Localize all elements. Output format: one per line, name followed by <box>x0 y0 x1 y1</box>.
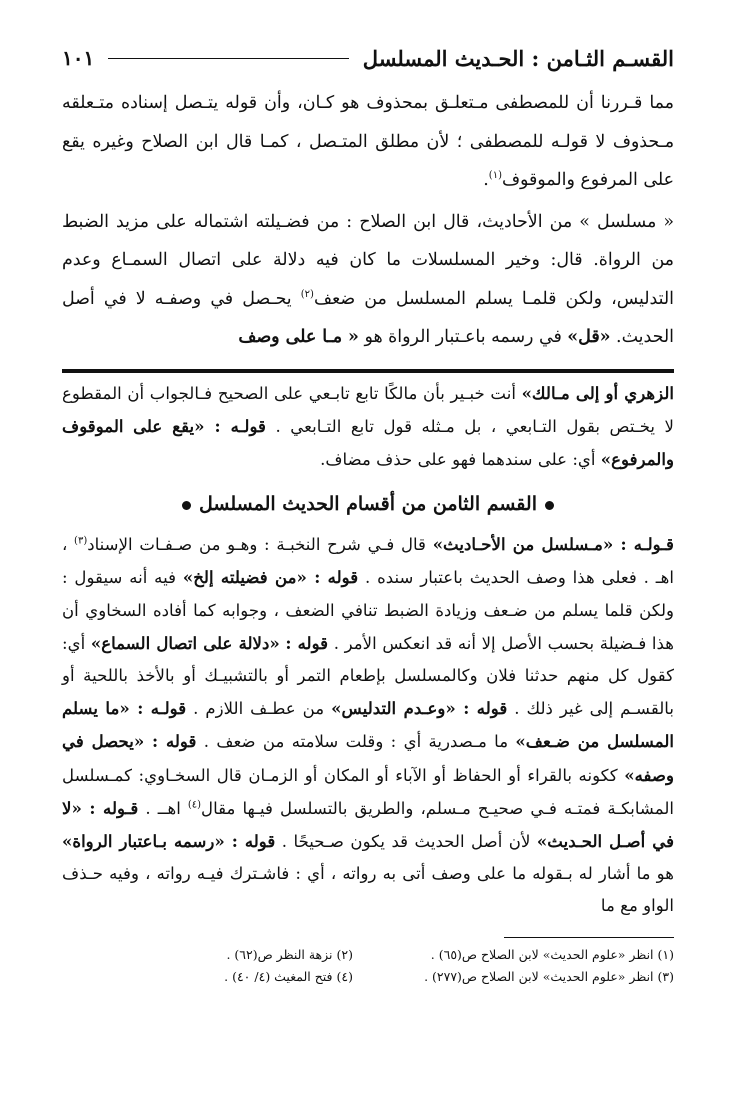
footnote-1: (١) انظر «علوم الحديث» لابن الصلاح ص(٦٥) . <box>430 946 674 962</box>
commentary-quote: قوله : «رسمه بـاعتبار الرواة» <box>62 830 276 851</box>
commentary-quote: «دلالة على اتصال السماع» <box>90 632 280 653</box>
commentary-text: ما مـصدرية أي : وقلت <box>345 732 516 752</box>
main-line: مما قـررنا أن للمصطفى مـتعلـق بمحذوف هو كـان، وأن قوله يتـصل إسناده <box>120 93 674 113</box>
commentary-text: كما أفاده السخاوي أن هذا فـضيلة بحسب الأصل إلا أنه قد انعكس الأمر . <box>62 600 674 653</box>
main-paragraph-1 <box>62 84 674 200</box>
commentary-quote: قـوله : «لا في أصـل الحـديث» <box>62 797 674 851</box>
main-line: الصلاح وغيره يقع على المرفوع والموقوف <box>62 131 674 190</box>
commentary-quote: قوله : «وعـدم التدليس» <box>331 698 508 719</box>
main-line: في رسمه باعـتبار الرواة هو <box>358 327 568 347</box>
commentary-text: من عطـف اللازم . <box>186 699 325 719</box>
book-page <box>62 38 674 1058</box>
running-head-title: القسـم الثـامن : الحـديث المسلسل <box>362 45 674 71</box>
main-line: السمـاع وعدم التدليس، ولكن قلمـا يسلم المسلسل من ضعف <box>62 250 674 309</box>
section-heading <box>62 484 674 524</box>
main-line: مزيد الضبط من الرواة. قال: وخير المسلسلات ما كان فيه دلالة على اتصال <box>62 211 674 270</box>
section-title: القسم الثامن من أقسام الحديث المسلسل <box>199 493 537 516</box>
commentary-text: فيه <box>154 568 183 588</box>
commentary-text: أي: كقول كل منهم حدثنا فلان وكالمسلسل بإطعام التمر <box>62 633 674 685</box>
main-line: متـعلقه مـحذوف لا قولـه للمصطفى ؛ لأن مطلق المتـصل ، كمـا قال ابن <box>62 93 675 152</box>
commentary-quote: قولـه : «ما يسلم المسلسل من ضـعف» <box>62 698 674 752</box>
commentary-text: لأن أصل <box>471 831 537 851</box>
footnote-marker: (٤) <box>187 799 202 811</box>
commentary-quote: الزهري أو إلى مـالك» <box>521 382 674 403</box>
footnotes <box>62 944 674 988</box>
main-keyword: « مـا على وصف <box>238 327 359 347</box>
main-line: وصفـه لا في أصل الحديث. <box>62 288 674 347</box>
commentary-quote: قوله : «من فضيلته إلخ» <box>182 567 359 588</box>
main-paragraph-2 <box>62 203 674 357</box>
commentary-quote: قوله : <box>285 632 329 653</box>
commentary-quote: قوله : «يحصل في وصفه» <box>62 731 675 785</box>
main-keyword: «قل» <box>567 327 611 347</box>
footnote-3: (٣) انظر «علوم الحديث» لابن الصلاح ص(٢٧٧) . <box>424 968 674 984</box>
commentary-text: أو بالتشبيـك أو بالأخذ باللحية أو بالقسـم إلى غير ذلك . <box>62 665 674 719</box>
main-line-end: . <box>483 170 489 190</box>
footnote-2: (٢) نزهة النظر ص(٦٢) . <box>226 946 353 962</box>
commentary-text: المكان أو الزمـان قال السخـاوي: كمـسلسل المشابكـة فمتـه فـي صحيـح مـسلم، <box>62 765 674 818</box>
commentary-text: أنت خبـير بأن مالكًا تابع تابـعي على الصحيح فـالجواب أن <box>127 383 522 403</box>
running-head <box>62 38 674 78</box>
commentary-text: هو ما أشار له بـقوله ما <box>512 864 674 884</box>
commentary-text: أنه سيقول : ولكن قلما يسلم من ضـعف وزيادة الضبط تنافي الضعف ، وجوابه <box>62 568 675 620</box>
page-number: ١٠١ <box>62 46 95 70</box>
text-commentary-divider <box>62 369 674 373</box>
bullet-icon <box>182 501 191 510</box>
footnote-4: (٤) فتح المغيث (٤/ ٤٠) . <box>224 968 353 984</box>
commentary <box>62 377 674 923</box>
running-head-rule <box>108 58 349 59</box>
footnote-marker: (٢) <box>300 288 314 300</box>
main-text <box>62 84 674 357</box>
commentary-text: سلامته من ضعف . <box>196 732 339 752</box>
commentary-paragraph-2 <box>62 528 674 922</box>
commentary-quote: الموقوف والمرفوع» <box>62 415 674 469</box>
commentary-text: والطريق بالتسلسل فيـها مقال <box>201 798 414 818</box>
commentary-text: قال فـي شرح النخبـة : وهـو من صـفـات <box>139 535 433 555</box>
commentary-text: اهــ . <box>138 798 188 818</box>
commentary-text: ككونه بالقراء أو الحفاظ أو الآباء أو <box>376 765 625 785</box>
commentary-text: أي: على سندهما فهو على حذف مضاف. <box>320 449 601 469</box>
footnote-marker: (١) <box>488 170 502 182</box>
footnote-marker: (٣) <box>74 535 88 547</box>
commentary-paragraph-1 <box>62 377 674 477</box>
commentary-text: الإسناد <box>87 535 133 555</box>
commentary-quote: قولـه : «يقع على <box>133 415 266 436</box>
commentary-text: المقطوع لا يخـتص بقول التـابعي ، بل مـثله قول تابع التـابعي . <box>62 383 674 436</box>
bullet-icon <box>545 501 554 510</box>
footnote-divider <box>504 937 674 938</box>
commentary-text: الحديث قد يكون صـحيحًا . <box>275 831 465 851</box>
commentary-text: ، اهـ . فعلى هذا وصف الحديث باعتبار سنده . <box>62 535 674 588</box>
main-line: « مسلسل » من الأحاديث، قال ابن الصلاح : من فضـيلته اشتماله على <box>156 211 674 232</box>
main-line-end: يحـصل في <box>210 288 301 309</box>
commentary-quote: قـولـه : «مـسلسل من الأحـاديث» <box>432 534 674 555</box>
commentary-text: على وصف أتى به رواته ، أي : فاشـترك فيـه رواته ، وفيه حـذف الواو مع ما <box>62 864 674 916</box>
